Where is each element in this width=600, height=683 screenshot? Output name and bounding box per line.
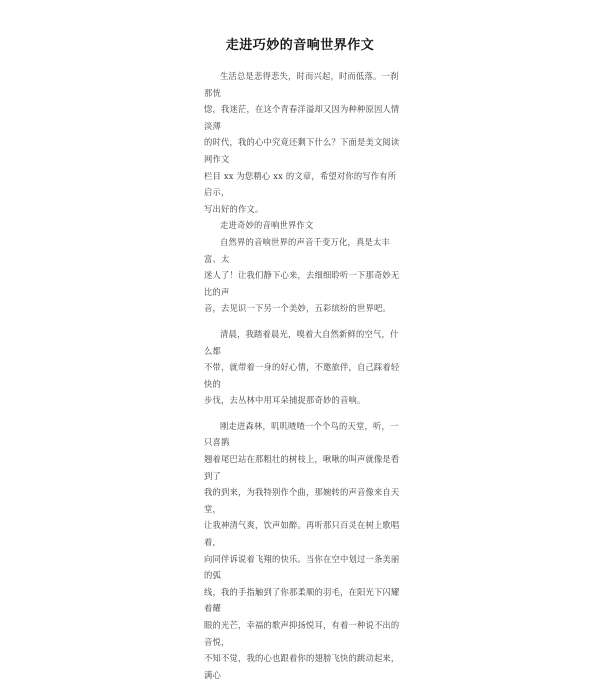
document-title: 走进巧妙的音响世界作文 xyxy=(225,38,375,53)
paragraph-subtitle: 走进奇妙的音响世界作文 xyxy=(220,220,314,231)
document-body xyxy=(204,68,404,683)
paragraph-forest: 刚走进森林，叽叽喳喳一个个鸟的天堂，听，一只喜鹊 翘着尾巴站在那粗壮的树枝上，啾啾的叫声就像是看到了 我的到来，为我特别作个曲，那婉转的声音像来自天堂， 让我神清气爽，饮声如醉。再听那只百灵在树上歌唱着， 向同伴诉说着飞翔的快乐。当你在空中划过一条美丽的弧 线，我的手指触到了你那柔顺的羽毛，在阳光下闪耀着耀 眼的光芒，幸福的歌声抑扬悦耳，有着一种说不出的音悦， 不知不觉，我的心也跟着你的翅膀飞快的跳动起来，满心 xyxy=(204,420,400,680)
paragraph-intro: 生活总是悲得悲失，时而兴起，时而低落。一刹那恍 惚，我迷茫，在这个青春洋溢却又因为种种原因人情淡薄 的时代，我的心中究竟还剩下什么？下面是美文阅读网作文 栏目 xx 为您精心 xx 的文章，希望对你的写作有所启示， 写出好的作文。 xyxy=(204,71,400,214)
paragraph-morning: 清晨，我踏着晨光，嗅着大自然新鲜的空气，什么都 不带，就带着一身的好心情，不邀旅伴，自己踩着轻快的 步伐，去丛林中用耳朵捕捉那奇妙的音响。 xyxy=(204,328,400,406)
paragraph-nature: 自然界的音响世界的声音千变万化，真是太丰富、太 迷人了！让我们静下心来，去细细聆听一下那奇妙无比的声 音，去见识一下另一个美妙，五彩缤纷的世界吧。 xyxy=(204,236,400,314)
